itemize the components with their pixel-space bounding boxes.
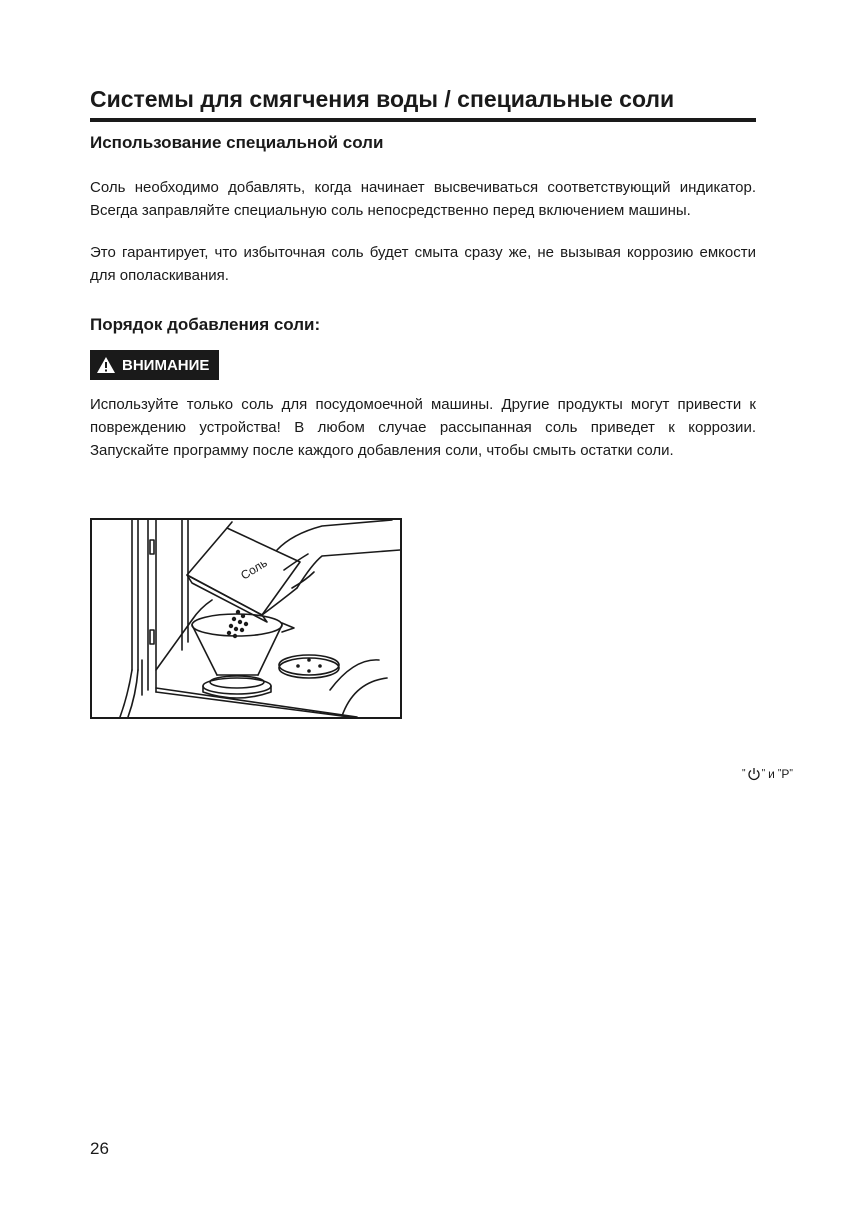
intro-paragraph-2: Это гарантирует, что избыточная соль будет смыта сразу же, не вызывая коррозию емкости для ополаскивания. bbox=[90, 244, 756, 284]
open-quote-2: " bbox=[777, 768, 782, 779]
intro-paragraph-1: Соль необходимо добавлять, когда начинает высвечиваться соответствующий индикатор. Всегда заправляйте специальную соль непосредственно перед включением машины. bbox=[90, 179, 756, 219]
page-title: Системы для смягчения воды / специальные соли bbox=[90, 84, 756, 122]
warning-paragraph: Используйте только соль для посудомоечной машины. Другие продукты могут привести к повреждению устройства! В любом случае рассыпанная соль приведет к коррозии. Запускайте программу после каждого добавления соли, чтобы смыть остатки соли. bbox=[90, 396, 756, 459]
warning-label: ВНИМАНИЕ bbox=[122, 356, 210, 374]
close-quote: " bbox=[761, 768, 766, 779]
warning-triangle-icon bbox=[96, 356, 116, 374]
warning-badge bbox=[90, 350, 219, 380]
page-number: 26 bbox=[90, 1139, 109, 1158]
open-quote: " bbox=[742, 768, 746, 779]
salt-package-label: Соль bbox=[238, 555, 270, 583]
salt-filling-drawing bbox=[92, 520, 400, 717]
program-symbol: P bbox=[781, 767, 790, 781]
symbols-conjunction: и bbox=[768, 767, 775, 781]
section-heading-salt-order: Порядок добавления соли: bbox=[90, 315, 321, 334]
close-quote-2: " bbox=[789, 768, 793, 779]
power-icon bbox=[747, 767, 761, 781]
manual-page bbox=[90, 0, 793, 1224]
salt-filling-illustration bbox=[90, 518, 402, 719]
button-symbols-note bbox=[742, 766, 793, 782]
section-heading-salt-use: Использование специальной соли bbox=[90, 133, 384, 152]
